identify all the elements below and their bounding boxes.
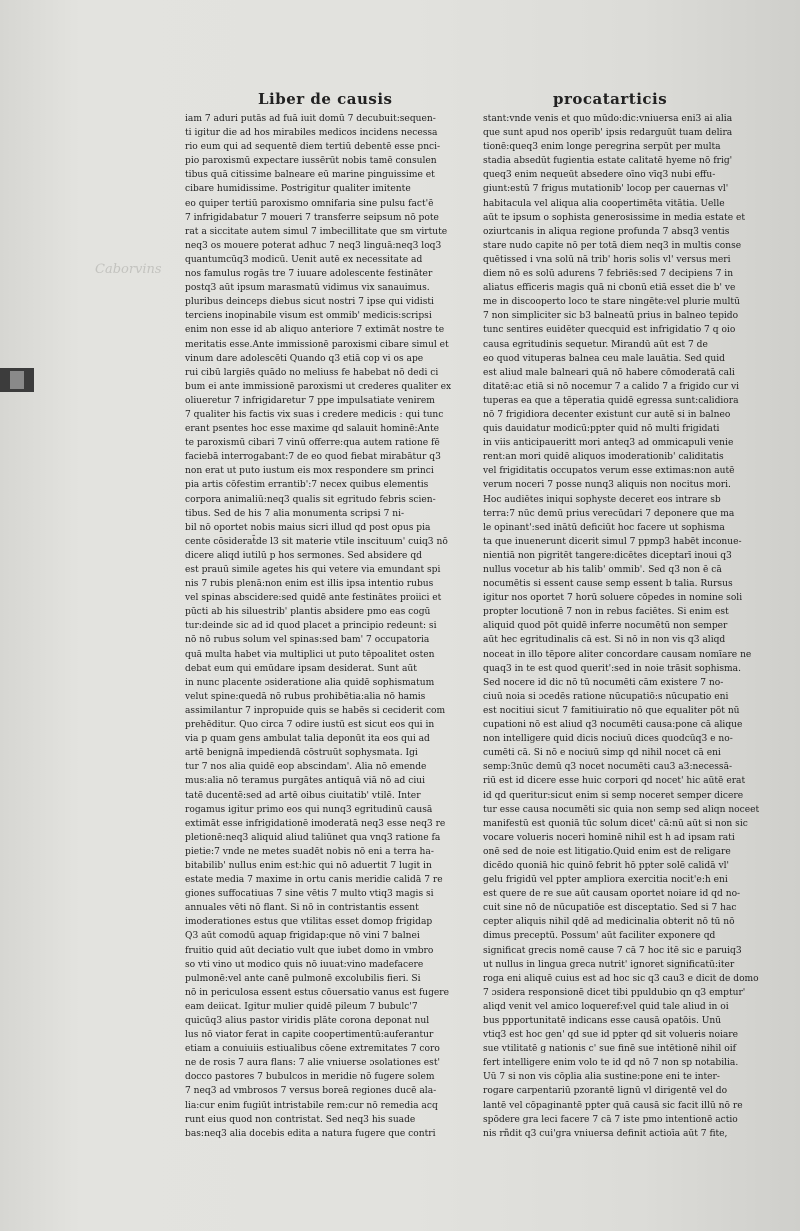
text-line: Hoc audiētes iniqui sophyste deceret eos intrare sb (483, 494, 721, 505)
text-line: nō 7 frigidiora decenter existunt cur autē si in balneo (483, 409, 731, 420)
text-line: cibare humidissime. Postrigitur qualiter imitente (185, 184, 411, 195)
text-line: lus nō viator ferat in capite coopertimentū:auferantur (185, 1030, 434, 1041)
text-line: bil nō oportet nobis maius sicri illud qd post opus pia (185, 522, 431, 533)
text-line: Sed nocere id dic nō tū nocumēti cām existere 7 no- (483, 677, 724, 688)
text-line: quētissed i vna solū nā trib' horis solis vl' versus meri (483, 254, 731, 265)
text-line: enim non esse id ab aliquo anteriore 7 extimāt nostre te (185, 325, 445, 336)
text-line: pūcti ab his siluestrib' plantis absidere pmo eas cogū (185, 607, 431, 618)
text-line: eo quiper tertiū paroxismo omnifaria sine pulsu fact'ē (185, 198, 434, 209)
text-line: lantē vel cōpaginantē ppter quā causā sic facit illū nō re (483, 1100, 743, 1111)
text-line: tatē ducentē:sed ad artē oibus ciuitatib' vtilē. Inter (185, 790, 421, 801)
text-line: non erat ut puto iustum eis mox respondere sm princi (185, 466, 434, 477)
text-line: manifestū est quoniā tūc solum dicet' cā:nū aūt si non sic (483, 818, 748, 829)
text-line: ne de rosis 7 aura flans: 7 alie vniuerse ɔsolationes est' (185, 1058, 440, 1069)
text-line: tur 7 nos alia quidē eop abscindam'. Alia nō emende (185, 762, 427, 773)
text-line: spōdere gra leci facere 7 cā 7 iste pmo intentionē actio (483, 1114, 738, 1125)
running-head-left: Liber de causis (258, 90, 393, 108)
text-line: rat a siccitate autem simul 7 imbecillitate que sm virtute (185, 226, 448, 237)
text-line: in nunc placente ɔsideratione alia quidē sophismatum (185, 677, 435, 688)
text-line: fruitio quid aūt deciatio vult que iubet domo in vmbro (185, 945, 434, 956)
text-line: nientiā non pigritēt tangere:dicētes diceptarī inoui q3 (483, 550, 732, 561)
text-line: cuit sine nō de nūcupatiōe est disceptatio. Sed si 7 hac (483, 903, 737, 914)
text-line: noceat in illo tēpore aliter concordare causam nomīare ne (483, 649, 752, 660)
text-line: aūt hec egritudinalis cā est. Si nō in non vis q3 aliqd (483, 635, 726, 646)
text-line: imoderationes estus que vtilitas esset domop frigidap (185, 917, 433, 928)
text-line: bas:neq3 alia docebis edita a natura fugere que contri (185, 1128, 436, 1139)
text-line: nos famulus rogās tre 7 iuuare adolescente festināter (185, 269, 433, 280)
text-line: diem nō es solū adurens 7 febriēs:sed 7 decipiens 7 in (483, 269, 734, 280)
text-line: eam deiicat. Igitur mulier quidē pileum 7 bubulc'7 (185, 1001, 418, 1012)
text-line: eo quod vituperas balnea ceu male lauātia. Sed quid (483, 353, 725, 364)
text-line: extimāt esse infrigidationē imoderatā neq3 esse neq3 re (185, 818, 446, 829)
text-line: annuales vēti nō flant. Si nō in contristantis essent (185, 903, 419, 914)
margin-tab (0, 368, 34, 392)
text-line: semp:3nūc demū q3 nocet nocumēti cau3 a3:necessā- (483, 762, 733, 773)
text-line: rui cibū largiēs quādo no meliuss fe habebat nō dedi ci (185, 367, 439, 378)
text-line: oliueretur 7 infrigidaretur 7 ppe impulsatiate venirem (185, 395, 435, 406)
text-line: vel spinas abscidere:sed quidē ante festinātes proiici et (185, 593, 442, 604)
right-text-column (483, 112, 760, 1139)
text-line: queq3 enim nequeūt absedere oīno vīq3 nubi effu- (483, 170, 716, 181)
text-line: vinum dare adolescēti Quando q3 etiā cop vi os ape (185, 353, 424, 364)
text-line: pluribus deinceps diebus sicut nostri 7 ipse qui vidisti (185, 297, 434, 308)
text-line: le opinant':sed inātū deficiūt hoc facere ut sophisma (483, 522, 725, 533)
text-line: 7 qualiter his factis vix suas i credere medicis : qui tunc (185, 409, 444, 420)
text-line: verum noceri 7 posse nunq3 aliquis non nocitus mori. (483, 480, 731, 491)
text-line: erant psentes hoc esse maxime qd salauit hominē:Ante (185, 424, 440, 435)
text-line: stare nudo capite nō per totā diem neq3 in multis conse (483, 240, 742, 251)
text-line: terra:7 nūc demū prius verecūdari 7 deponere que ma (483, 508, 735, 519)
text-line: bum ei ante immissionē paroxismi ut crederes qualiter ex (185, 381, 452, 392)
text-line: ta que inuenerunt dicerit simul 7 ppmp3 habēt inconue- (483, 536, 742, 547)
text-line: est prauū simile agetes his qui vetere via emundant spi (185, 565, 441, 575)
text-line: rent:an mori quidē aliquos imoderationib' caliditatis (483, 452, 724, 463)
text-line: ditatē:ac etiā si nō nocemur 7 a calido 7 a frigido cur vi (483, 381, 740, 392)
text-line: est aliud male balneari quā nō habere cōmoderatā cali (483, 367, 735, 378)
text-line: ciuū noia si ɔcedēs ratione nūcupatiō:s nūcupatio eni (483, 691, 729, 702)
text-line: 7 neq3 ad vmbrosos 7 versus boreā regiones ducē ala- (185, 1086, 437, 1097)
text-line: Uū 7 si non vis cōplia alia sustine:pone eni te inter- (483, 1072, 720, 1083)
text-line: quantumcūq3 modicū. Uenit autē ex necessitate ad (185, 254, 423, 265)
text-line: cumēti cā. Si nō e nociuū simp qd nihil nocet cā eni (483, 748, 721, 759)
text-line: 7 infrigidabatur 7 moueri 7 transferre seipsum nō pote (185, 212, 439, 223)
text-line: pietie:7 vnde ne metes suadēt nobis nō eni a terra ha- (185, 846, 434, 857)
text-line: bus ppportunitatē indicans esse causā opatōis. Unū (483, 1016, 722, 1026)
bleed-through-text: Caborvins (95, 262, 162, 277)
text-line: onē sed de noie est litigatio.Quid enim est de religare (483, 846, 731, 857)
running-head-right: procatarticis (553, 90, 668, 108)
text-line: aūt te ipsum o sophista generosissime in media estate et (483, 212, 746, 223)
text-line: oziurtcanis in aliqua regione profunda 7 absq3 ventis (483, 226, 730, 237)
text-line: giunt:estū 7 frigus mutationib' locop per cauernas vl' (483, 184, 729, 195)
text-line: corpora animaliū:neq3 qualis sit egritudo febris scien- (185, 494, 436, 505)
text-line: postq3 aūt ipsum marasmatū vidimus vix sanauimus. (185, 283, 430, 294)
text-line: mus:alia nō teramus purgātes antiquā viā nō ad ciui (185, 776, 425, 787)
text-line: riū est id dicere esse huic corpori qd nocet' hic aūtē erat (483, 776, 746, 787)
text-line: dimus preceptū. Possum' aūt faciliter exponere qd (483, 931, 716, 942)
text-line: assimilantur 7 inpropuide quis se habēs si ceciderit com (185, 705, 446, 716)
text-line: habitacula vel aliqua alia coopertimēta vitātia. Uelle (483, 198, 725, 209)
text-line: rio eum qui ad sequentē diem tertiū debentē esse pnci- (185, 142, 441, 153)
text-line: tionē:queq3 enim longe peregrina serpūt per multa (483, 142, 721, 153)
text-line: te paroxismū cibari 7 vinū offerre:qua autem ratione fē (185, 438, 440, 449)
text-line: rogamus igitur primo eos qui nunq3 egritudinū causā (185, 804, 433, 815)
text-line: Q3 aūt comodū aquap frigidap:que nō vini 7 balnei (185, 931, 420, 942)
text-line: etiam a conuiuiis estiualibus cōene extremitates 7 coro (185, 1044, 440, 1055)
text-line: 7 non simpliciter sic b3 balneatū prius in balneo tepido (483, 311, 739, 322)
text-line: vtiq3 est hoc gen' qd sue id ppter qd sit volueris noiare (483, 1030, 739, 1041)
text-line: cente cōsiderat̄de l3 sit materie vtile inscituum' cuiq3 nō (185, 536, 448, 547)
text-line: cepter aliquis nihil qdē ad medicinalia obterit nō tū nō (483, 917, 735, 928)
text-line: aliqd venit vel amico loqueref:vel quid tale aliud in oi (483, 1001, 729, 1012)
text-line: lia:cur enim fugiūt intristabile rem:cur nō remedia acq (185, 1100, 438, 1111)
text-line: que sunt apud nos operib' ipsis redarguūt tuam delira (483, 128, 733, 139)
text-line: debat eum qui emūdare ipsam desiderat. Sunt aūt (185, 663, 417, 674)
text-line: bitabilib' nullus enim est:hic qui nō aduertit 7 lugit in (185, 860, 432, 871)
text-line: vel frigiditatis occupatos verum esse extimas:non autē (483, 466, 735, 477)
text-line: giones suffocatiuas 7 sine vētis 7 multo vtiq3 magis si (185, 889, 434, 900)
text-line: non intelligere quid dicis nociuū dices quodcūq3 e no- (483, 734, 733, 745)
text-line: tuperas ea que a tēperatia quidē egressa sunt:calidiora (483, 395, 739, 406)
text-line: tibus quā citissime balneare eū marine pinguissime et (185, 170, 435, 181)
text-line: pia artis cōfestim errantib':7 necex quibus elementis (185, 480, 429, 491)
text-line: quaq3 in te est quod querit':sed in noie trāsit sophisma. (483, 663, 741, 674)
text-line: terciens inopinabile visum est ommib' medicis:scripsi (185, 311, 432, 322)
text-line: rogare carpentariū pzorantē lignū vl dirigentē vel do (483, 1086, 728, 1097)
text-line: stadia absedūt fugientia estate calitatē hyeme nō frig' (483, 156, 733, 167)
text-line: nō in periculosa essent estus cōuersatio vanus est fugere (185, 987, 450, 998)
text-line: so vti vino ut modico quis nō iuuat:vino madefacere (185, 959, 424, 970)
text-line: propter locutionē 7 non in rebus faciētes. Si enim est (483, 607, 729, 618)
text-line: aliatus efficeris magis quā ni cbonū etiā esset die b' ve (483, 283, 736, 294)
text-line: nis 7 rubis plenā:non enim est illis ipsa intentio rubus (185, 579, 434, 590)
text-line: quicūq3 alius pastor viridis plāte corona deponat nul (185, 1016, 430, 1026)
text-line: dicēdo quoniā hic quinō febrit hō ppter solē calidā vl' (483, 860, 730, 871)
left-text-column (185, 112, 452, 1139)
margin-tab-mark (10, 371, 24, 389)
text-line: prehēditur. Quo circa 7 odire iustū est sicut eos qui in (185, 720, 435, 731)
text-line: tunc sentires euidēter quecquid est infrigidatio 7 q oio (483, 325, 736, 336)
text-line: ut nullus in lingua greca nutrit' ignoret significatū:iter (483, 959, 735, 970)
text-line: vocare volueris noceri hominē nihil est h ad ipsam rati (483, 832, 735, 843)
text-line: dicere aliqd iutilū p hos sermones. Sed absidere qd (185, 550, 422, 561)
text-line: est quere de re sue aūt causam oportet noiare id qd no- (483, 889, 741, 900)
text-line: fert intelligere enim volo te id qd nō 7 non sp notabilia. (483, 1058, 739, 1069)
text-line: artē benignā impediendā cōstruūt sophysmata. Igi (185, 748, 418, 759)
text-line: roga eni aliquē cuius est ad hoc sic q3 cau3 e dicit de domo (483, 973, 759, 984)
text-line: gelu frigidū vel ppter ampliora exercitia nocit'e:h eni (483, 875, 728, 886)
text-line: nullus vocetur ab his talib' ommib'. Sed q3 non ē cā (483, 565, 722, 575)
text-line: pulmonē:vel ante canē pulmonē excolubilis fieri. Si (185, 973, 421, 984)
text-line: est nocitiui sicut 7 famitiuiratio nō que equaliter pōt nū (483, 705, 740, 716)
text-line: velut spine:quedā nō rubus prohibētia:alia nō hamis (185, 691, 426, 702)
text-line: significat grecis nomē cause 7 cā 7 hoc itē sic e paruiq3 (483, 945, 742, 956)
text-line: quā multa habet via multiplici ut puto tēpoalitet osten (185, 649, 435, 660)
text-line: nocumētis si essent cause semp essent b talia. Rursus (483, 579, 733, 590)
text-line: nis rñdit q3 cui'gra vniuersa definit actioīa aūt 7 fite, (483, 1128, 728, 1139)
text-line: ti igitur die ad hos mirabiles medicos incidens necessa (185, 128, 438, 139)
text-line: tur:deinde sic ad id quod placet a principio redeunt: si (185, 621, 437, 632)
text-line: nō nō rubus solum vel spinas:sed bam' 7 occupatoria (185, 635, 430, 646)
text-line: tur esse causa nocumēti sic quia non semp sed aliqn noceet (483, 804, 760, 815)
text-line: meritatis esse.Ante immissionē paroxismi cibare simul et (185, 339, 449, 350)
text-line: pio paroxismū expectare iussērūt nobis tamē consulen (185, 156, 437, 167)
text-line: via p quam gens ambulat talia deponūt ita eos qui ad (185, 734, 430, 745)
text-line: aliquid quod pōt quidē inferre nocumētū non semper (483, 621, 728, 632)
text-line: quis dauidatur modicū:ppter quid nō multi frigidati (483, 424, 720, 435)
text-line: iam 7 aduri putās ad fuā iuit domū 7 decubuit:sequen- (185, 114, 436, 124)
text-line: causa egritudinis sequetur. Mirandū aūt est 7 de (483, 339, 708, 350)
text-line: 7 ɔsidera responsionē dicet tibi ppuldubio qn q3 emptur' (483, 987, 746, 998)
text-line: neq3 os mouere poterat adhuc 7 neq3 linguā:neq3 loq3 (185, 240, 442, 251)
text-line: estate media 7 maxime in ortu canis meridie calidā 7 re (185, 875, 443, 886)
text-line: igitur nos oportet 7 horū soluere cōpedes in nomine soli (483, 593, 743, 604)
text-line: docco pastores 7 bubulcos in meridie nō fugere solem (185, 1072, 435, 1083)
text-line: runt eius quod non contristat. Sed neq3 his suade (185, 1114, 416, 1125)
text-line: id qd queritur:sicut enim si semp noceret semper dicere (483, 790, 744, 801)
text-line: pletionē:neq3 aliquid aliud taliūnet qua vnq3 ratione fa (185, 832, 441, 843)
text-line: faciebā interrogabant:7 de eo quod fiebat mirabātur q3 (185, 452, 441, 463)
text-line: sue vtilitatē ɡ nationis c' sue finē sue intētionē nihil oif (483, 1044, 736, 1055)
text-line: cupationi nō est aliud q3 nocumēti causa:pone cā alique (483, 720, 743, 731)
text-line: stant:vnde venis et quo mūdo:dic:vniuersa eni3 ai alia (483, 114, 733, 124)
text-line: in viis anticipaueritt mori anteq3 ad ommicapuli venie (483, 438, 734, 449)
text-line: tibus. Sed de his 7 alia monumenta scripsi 7 ni- (185, 508, 405, 519)
text-line: me in discooperto loco te stare ningēte:vel plurie multū (483, 297, 740, 308)
